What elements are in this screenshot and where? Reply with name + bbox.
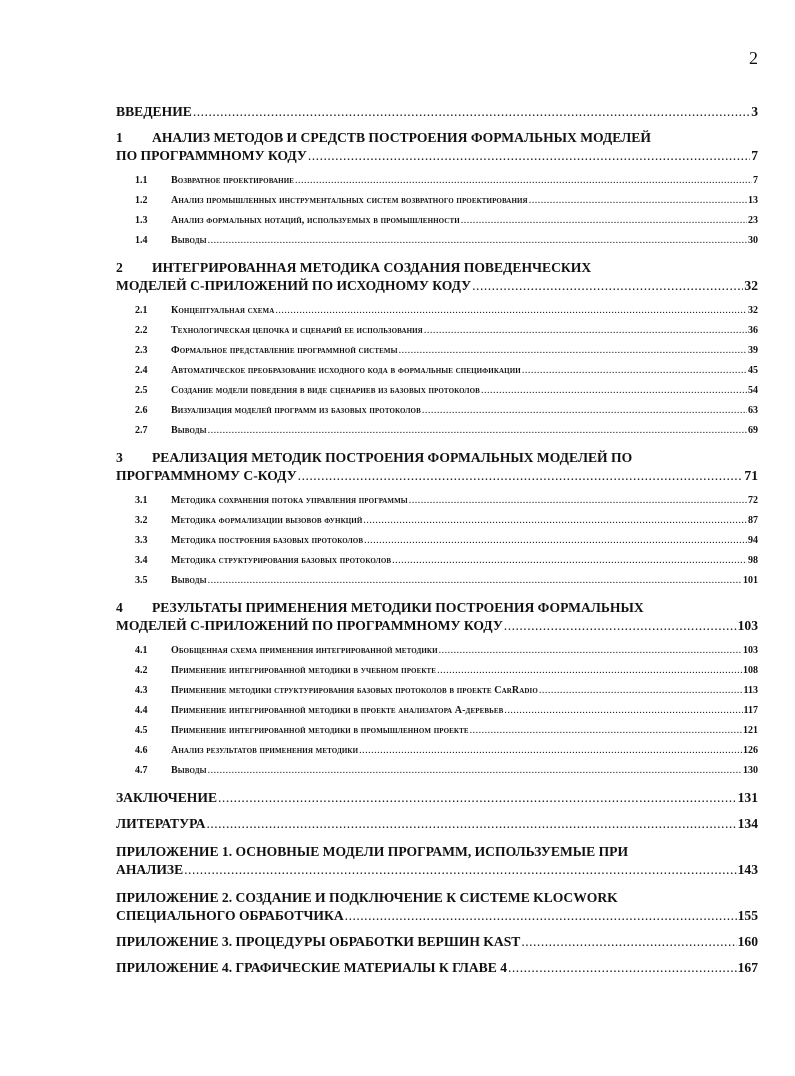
section-title: Методика построения базовых протоколов	[171, 535, 364, 546]
chapter-number: 3	[116, 450, 123, 465]
section-number: 2.4	[135, 365, 148, 376]
section-number: 1.1	[135, 175, 148, 186]
dot-leader	[308, 148, 750, 164]
toc-page-number: 160	[737, 934, 758, 949]
toc-section[interactable]	[135, 554, 758, 574]
section-number: 1.4	[135, 235, 148, 246]
dot-leader	[208, 764, 742, 778]
dot-leader	[522, 364, 747, 378]
dot-leader	[521, 934, 736, 950]
dot-leader	[295, 174, 752, 188]
toc-entry-title: ЛИТЕРАТУРА	[116, 816, 206, 831]
chapter-title-cont: МОДЕЛЕЙ С-ПРИЛОЖЕНИЙ ПО ПРОГРАММНОМУ КОДУ	[116, 618, 503, 633]
toc-chapter-1[interactable]	[116, 128, 758, 254]
section-number: 2.2	[135, 325, 148, 336]
toc-page-number: 13	[748, 195, 758, 206]
dot-leader	[472, 278, 743, 294]
section-title: Автоматическое преобразование исходного кода в формальные спецификации	[171, 365, 521, 376]
toc-page-number: 167	[737, 960, 758, 975]
toc-page-number: 103	[737, 618, 758, 633]
toc-section[interactable]	[135, 174, 758, 194]
section-title: Применение интегрированной методики в промышленном проекте	[171, 725, 469, 736]
dot-leader	[470, 724, 742, 738]
section-title: Создание модели поведения в виде сценариев из базовых протоколов	[171, 385, 480, 396]
toc-page-number: 103	[743, 645, 758, 656]
table-of-contents	[116, 104, 758, 986]
appendix-title-cont: СПЕЦИАЛЬНОГО ОБРАБОТЧИКА	[116, 908, 344, 923]
dot-leader	[298, 468, 744, 484]
toc-section[interactable]	[135, 724, 758, 744]
toc-page-number: 69	[748, 425, 758, 436]
section-title: Методика сохранения потока управления программы	[171, 495, 408, 506]
toc-section[interactable]	[135, 514, 758, 534]
section-number: 3.3	[135, 535, 148, 546]
toc-page-number: 121	[743, 725, 758, 736]
section-title: Методика формализации вызовов функций	[171, 515, 363, 526]
section-number: 4.7	[135, 765, 148, 776]
toc-page-number: 113	[743, 685, 758, 696]
appendix-title: ПРИЛОЖЕНИЕ 2. СОЗДАНИЕ И ПОДКЛЮЧЕНИЕ К СИСТЕМЕ KLOCWORK	[116, 890, 618, 905]
toc-section[interactable]	[135, 684, 758, 704]
toc-section[interactable]	[135, 704, 758, 724]
toc-page-number: 94	[748, 535, 758, 546]
section-number: 3.5	[135, 575, 148, 586]
dot-leader	[345, 908, 737, 924]
toc-page-number: 54	[748, 385, 758, 396]
dot-leader	[208, 574, 742, 588]
toc-section[interactable]	[135, 664, 758, 684]
toc-entry-title: ВВЕДЕНИЕ	[116, 104, 192, 119]
section-title: Выводы	[171, 235, 207, 246]
section-title: Анализ результатов применения методики	[171, 745, 359, 756]
toc-page-number: 7	[751, 148, 758, 163]
section-number: 4.2	[135, 665, 148, 676]
toc-section[interactable]	[135, 324, 758, 344]
section-title: Применение интегрированной методики в учебном проекте	[171, 665, 437, 676]
section-title: Выводы	[171, 575, 207, 586]
section-title: Методика структурирования базовых протоколов	[171, 555, 392, 566]
dot-leader	[208, 234, 747, 248]
dot-leader	[392, 554, 747, 568]
section-number: 1.3	[135, 215, 148, 226]
toc-section[interactable]	[135, 574, 758, 594]
toc-section[interactable]	[135, 764, 758, 784]
toc-page-number: 39	[748, 345, 758, 356]
appendix-title: ПРИЛОЖЕНИЕ 4. ГРАФИЧЕСКИЕ МАТЕРИАЛЫ К ГЛАВЕ 4	[116, 960, 507, 975]
toc-section[interactable]	[135, 344, 758, 364]
toc-section[interactable]	[135, 384, 758, 404]
toc-section[interactable]	[135, 744, 758, 764]
toc-chapter-3[interactable]	[116, 448, 758, 594]
section-number: 2.7	[135, 425, 148, 436]
toc-page-number: 30	[748, 235, 758, 246]
toc-page-number: 117	[743, 705, 758, 716]
toc-appendix-1[interactable]	[116, 842, 758, 882]
toc-entry-conclusion[interactable]	[116, 790, 758, 810]
toc-page-number: 3	[751, 104, 758, 119]
dot-leader	[504, 618, 737, 634]
appendix-title-cont: АНАЛИЗЕ	[116, 862, 184, 877]
toc-appendix-2[interactable]	[116, 888, 758, 928]
section-number: 2.5	[135, 385, 148, 396]
toc-section[interactable]	[135, 364, 758, 384]
dot-leader	[206, 816, 736, 832]
dot-leader	[422, 404, 747, 418]
toc-page-number: 143	[737, 862, 758, 877]
section-number: 2.1	[135, 305, 148, 316]
section-title: Выводы	[171, 765, 207, 776]
chapter-number: 2	[116, 260, 123, 275]
toc-page-number: 36	[748, 325, 758, 336]
dot-leader	[424, 324, 747, 338]
toc-page-number: 155	[737, 908, 758, 923]
chapter-title: ИНТЕГРИРОВАННАЯ МЕТОДИКА СОЗДАНИЯ ПОВЕДЕНЧЕСКИХ	[152, 260, 592, 275]
toc-appendix-4[interactable]	[116, 960, 758, 980]
toc-page-number: 45	[748, 365, 758, 376]
dot-leader	[437, 664, 742, 678]
toc-page-number: 131	[737, 790, 758, 805]
toc-section[interactable]	[135, 194, 758, 214]
toc-entry-intro[interactable]	[116, 104, 758, 124]
toc-page-number: 130	[743, 765, 758, 776]
section-title: Применение методики структурирования базовых протоколов в проекте CarRadio	[171, 685, 538, 696]
chapter-number: 4	[116, 600, 123, 615]
dot-leader	[218, 790, 737, 806]
section-number: 2.3	[135, 345, 148, 356]
toc-section[interactable]	[135, 424, 758, 444]
toc-page-number: 134	[737, 816, 758, 831]
section-title: Технологическая цепочка и сценарий ее использования	[171, 325, 423, 336]
section-title: Формальное представление программной системы	[171, 345, 398, 356]
toc-chapter-4[interactable]	[116, 598, 758, 784]
dot-leader	[275, 304, 747, 318]
dot-leader	[481, 384, 747, 398]
chapter-title-cont: ПО ПРОГРАММНОМУ КОДУ	[116, 148, 307, 163]
toc-page-number: 87	[748, 515, 758, 526]
chapter-title: РЕЗУЛЬТАТЫ ПРИМЕНЕНИЯ МЕТОДИКИ ПОСТРОЕНИЯ ФОРМАЛЬНЫХ	[152, 600, 644, 615]
dot-leader	[439, 644, 742, 658]
toc-entry-literature[interactable]	[116, 816, 758, 836]
dot-leader	[399, 344, 747, 358]
dot-leader	[364, 534, 747, 548]
toc-section[interactable]	[135, 304, 758, 324]
section-number: 4.1	[135, 645, 148, 656]
section-number: 2.6	[135, 405, 148, 416]
toc-entry-title: ЗАКЛЮЧЕНИЕ	[116, 790, 218, 805]
section-number: 3.1	[135, 495, 148, 506]
toc-page-number: 108	[743, 665, 758, 676]
chapter-title: АНАЛИЗ МЕТОДОВ И СРЕДСТВ ПОСТРОЕНИЯ ФОРМАЛЬНЫХ МОДЕЛЕЙ	[152, 130, 651, 145]
dot-leader	[539, 684, 743, 698]
toc-chapter-2[interactable]	[116, 258, 758, 444]
toc-section[interactable]	[135, 214, 758, 234]
dot-leader	[208, 424, 747, 438]
dot-leader	[184, 862, 736, 878]
page-number: 2	[749, 48, 758, 68]
toc-section[interactable]	[135, 494, 758, 514]
chapter-title: РЕАЛИЗАЦИЯ МЕТОДИК ПОСТРОЕНИЯ ФОРМАЛЬНЫХ МОДЕЛЕЙ ПО	[152, 450, 633, 465]
toc-page-number: 72	[748, 495, 758, 506]
section-title: Анализ промышленных инструментальных систем возвратного проектирования	[171, 195, 528, 206]
toc-page-number: 32	[744, 278, 758, 293]
section-number: 4.4	[135, 705, 148, 716]
chapter-title-cont: МОДЕЛЕЙ С-ПРИЛОЖЕНИЙ ПО ИСХОДНОМУ КОДУ	[116, 278, 472, 293]
chapter-title-cont: ПРОГРАММНОМУ С-КОДУ	[116, 468, 297, 483]
toc-section[interactable]	[135, 404, 758, 424]
section-number: 4.3	[135, 685, 148, 696]
dot-leader	[529, 194, 747, 208]
section-title: Возвратное проектирование	[171, 175, 295, 186]
toc-page-number: 63	[748, 405, 758, 416]
toc-section[interactable]	[135, 234, 758, 254]
section-number: 1.2	[135, 195, 148, 206]
section-title: Обобщенная схема применения интегрированной методики	[171, 645, 438, 656]
dot-leader	[508, 960, 737, 976]
section-number: 4.6	[135, 745, 148, 756]
dot-leader	[504, 704, 742, 718]
toc-page-number: 32	[748, 305, 758, 316]
section-number: 3.4	[135, 555, 148, 566]
section-number: 3.2	[135, 515, 148, 526]
toc-page-number: 98	[748, 555, 758, 566]
section-title: Анализ формальных нотаций, используемых в промышленности	[171, 215, 460, 226]
dot-leader	[409, 494, 747, 508]
section-number: 4.5	[135, 725, 148, 736]
toc-page-number: 126	[743, 745, 758, 756]
toc-page-number: 71	[744, 468, 758, 483]
toc-appendix-3[interactable]	[116, 934, 758, 954]
dot-leader	[363, 514, 747, 528]
dot-leader	[359, 744, 742, 758]
appendix-title: ПРИЛОЖЕНИЕ 1. ОСНОВНЫЕ МОДЕЛИ ПРОГРАММ, ИСПОЛЬЗУЕМЫЕ ПРИ	[116, 844, 629, 859]
toc-section[interactable]	[135, 534, 758, 554]
toc-page-number: 7	[753, 175, 758, 186]
dot-leader	[193, 104, 750, 120]
section-title: Применение интегрированной методики в проекте анализатора А-деревьев	[171, 705, 504, 716]
chapter-number: 1	[116, 130, 123, 145]
appendix-title: ПРИЛОЖЕНИЕ 3. ПРОЦЕДУРЫ ОБРАБОТКИ ВЕРШИН KAST	[116, 934, 521, 949]
section-title: Выводы	[171, 425, 207, 436]
section-title: Концептуальная схема	[171, 305, 275, 316]
dot-leader	[461, 214, 747, 228]
section-title: Визуализация моделей программ из базовых протоколов	[171, 405, 421, 416]
toc-page-number: 23	[748, 215, 758, 226]
toc-section[interactable]	[135, 644, 758, 664]
toc-page-number: 101	[743, 575, 758, 586]
